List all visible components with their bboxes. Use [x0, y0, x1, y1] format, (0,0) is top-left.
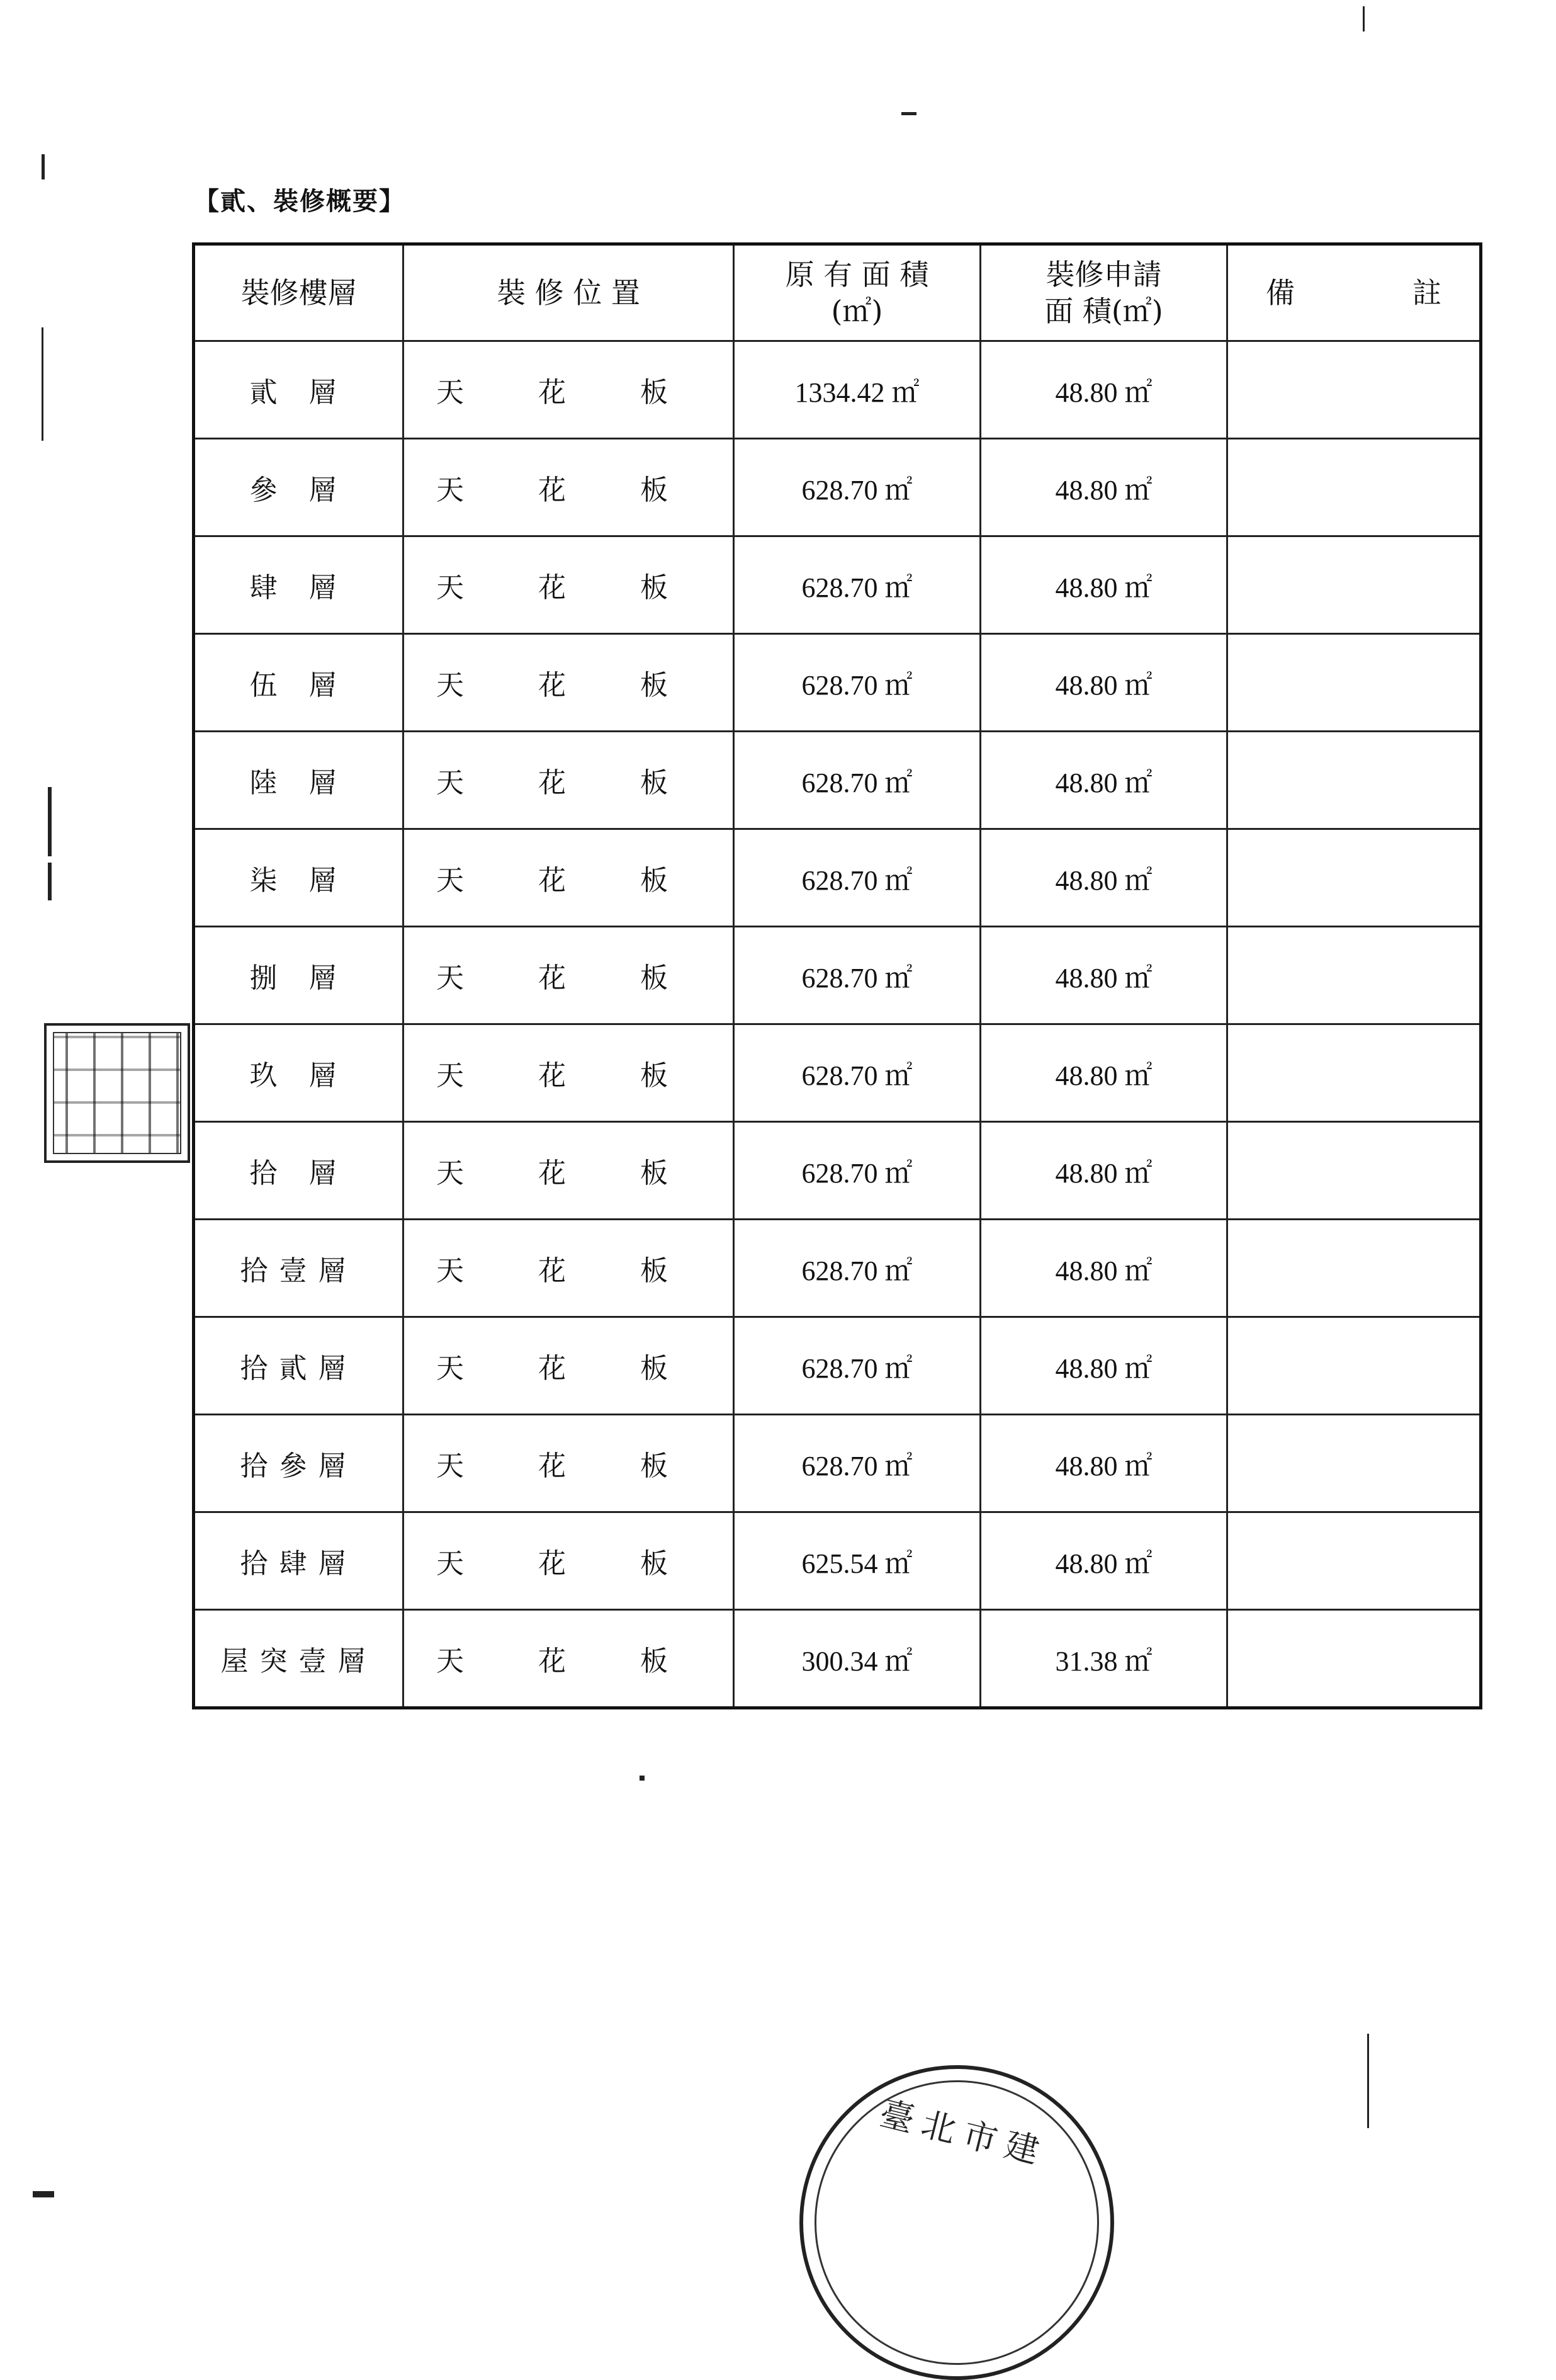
- seal-text: 臺北市建: [876, 2093, 1052, 2173]
- scan-mark: [48, 863, 52, 900]
- table-row: [194, 341, 1481, 439]
- table-row: [194, 1024, 1481, 1122]
- position-cell: 天 花 板: [403, 1122, 734, 1220]
- position-cell: 天 花 板: [403, 439, 734, 536]
- original-area-cell: 628.70 ㎡: [734, 927, 981, 1024]
- position-cell: 天 花 板: [403, 1512, 734, 1610]
- scan-mark: [1367, 2034, 1369, 2128]
- original-area-cell: 628.70 ㎡: [734, 536, 981, 634]
- table-row: [194, 536, 1481, 634]
- original-area-cell: 628.70 ㎡: [734, 634, 981, 732]
- header-applied-area-title: 裝修申請: [1046, 258, 1162, 292]
- floor-cell: 屋突壹層: [194, 1610, 403, 1708]
- floor-cell: 拾肆層: [194, 1512, 403, 1610]
- table-row: [194, 1415, 1481, 1512]
- section-title: 【貳、裝修概要】: [194, 186, 405, 216]
- floor-cell: 陸 層: [194, 732, 403, 829]
- header-applied-area-unit: 面 積(㎡): [1044, 294, 1163, 328]
- position-cell: 天 花 板: [403, 1610, 734, 1708]
- scan-mark: [48, 787, 52, 856]
- position-cell: 天 花 板: [403, 732, 734, 829]
- original-area-cell: 628.70 ㎡: [734, 732, 981, 829]
- header-original-area: [734, 244, 981, 341]
- scan-mark: [42, 327, 43, 441]
- position-cell: 天 花 板: [403, 1415, 734, 1512]
- original-area-cell: 628.70 ㎡: [734, 1122, 981, 1220]
- applied-area-cell: 48.80 ㎡: [981, 1317, 1227, 1415]
- remarks-cell: [1227, 927, 1481, 1024]
- floor-cell: 伍 層: [194, 634, 403, 732]
- remarks-cell: [1227, 1415, 1481, 1512]
- table-row: [194, 1220, 1481, 1317]
- original-area-cell: 628.70 ㎡: [734, 1220, 981, 1317]
- position-cell: 天 花 板: [403, 829, 734, 927]
- applied-area-cell: 48.80 ㎡: [981, 1220, 1227, 1317]
- remarks-cell: [1227, 1512, 1481, 1610]
- floor-cell: 拾參層: [194, 1415, 403, 1512]
- applied-area-cell: 48.80 ㎡: [981, 536, 1227, 634]
- floor-cell: 拾 層: [194, 1122, 403, 1220]
- floor-cell: 肆 層: [194, 536, 403, 634]
- header-original-area-unit: (㎡): [831, 294, 883, 328]
- applied-area-cell: 48.80 ㎡: [981, 1024, 1227, 1122]
- original-area-cell: 628.70 ㎡: [734, 1317, 981, 1415]
- header-floor: 裝修樓層: [194, 244, 403, 341]
- remarks-cell: [1227, 1220, 1481, 1317]
- table-row: [194, 1122, 1481, 1220]
- scan-mark: [33, 2191, 54, 2197]
- renovation-summary-table: [192, 242, 1482, 1709]
- scan-mark: [901, 112, 916, 115]
- floor-cell: 拾貳層: [194, 1317, 403, 1415]
- floor-cell: 參 層: [194, 439, 403, 536]
- header-remarks-left: 備: [1266, 276, 1295, 310]
- original-area-cell: 628.70 ㎡: [734, 829, 981, 927]
- floor-cell: 捌 層: [194, 927, 403, 1024]
- margin-seal-stamp: [44, 1023, 190, 1163]
- applied-area-cell: 48.80 ㎡: [981, 829, 1227, 927]
- applied-area-cell: 48.80 ㎡: [981, 1512, 1227, 1610]
- table-row: [194, 1610, 1481, 1708]
- position-cell: 天 花 板: [403, 1317, 734, 1415]
- position-cell: 天 花 板: [403, 341, 734, 439]
- applied-area-cell: 48.80 ㎡: [981, 927, 1227, 1024]
- remarks-cell: [1227, 732, 1481, 829]
- floor-cell: 玖 層: [194, 1024, 403, 1122]
- position-cell: 天 花 板: [403, 927, 734, 1024]
- header-applied-area: [981, 244, 1227, 341]
- scan-mark: [42, 154, 45, 179]
- original-area-cell: 1334.42 ㎡: [734, 341, 981, 439]
- remarks-cell: [1227, 536, 1481, 634]
- remarks-cell: [1227, 829, 1481, 927]
- table-row: [194, 634, 1481, 732]
- floor-cell: 拾壹層: [194, 1220, 403, 1317]
- header-position: 裝 修 位 置: [403, 244, 734, 341]
- original-area-cell: 625.54 ㎡: [734, 1512, 981, 1610]
- remarks-cell: [1227, 341, 1481, 439]
- original-area-cell: 628.70 ㎡: [734, 439, 981, 536]
- applied-area-cell: 48.80 ㎡: [981, 732, 1227, 829]
- table-row: [194, 1512, 1481, 1610]
- remarks-cell: [1227, 1024, 1481, 1122]
- header-remarks-right: 註: [1412, 276, 1441, 310]
- remarks-cell: [1227, 1317, 1481, 1415]
- position-cell: 天 花 板: [403, 1220, 734, 1317]
- scan-mark: [640, 1776, 645, 1781]
- applied-area-cell: 48.80 ㎡: [981, 341, 1227, 439]
- remarks-cell: [1227, 439, 1481, 536]
- table-row: [194, 927, 1481, 1024]
- floor-cell: 柒 層: [194, 829, 403, 927]
- scan-mark: [1363, 6, 1365, 31]
- header-original-area-title: 原 有 面 積: [785, 258, 929, 292]
- original-area-cell: 300.34 ㎡: [734, 1610, 981, 1708]
- applied-area-cell: 48.80 ㎡: [981, 1415, 1227, 1512]
- applied-area-cell: 31.38 ㎡: [981, 1610, 1227, 1708]
- official-round-seal: [799, 2065, 1114, 2380]
- applied-area-cell: 48.80 ㎡: [981, 634, 1227, 732]
- remarks-cell: [1227, 1122, 1481, 1220]
- table-header-row: [194, 244, 1481, 341]
- table-row: [194, 829, 1481, 927]
- table-row: [194, 439, 1481, 536]
- applied-area-cell: 48.80 ㎡: [981, 439, 1227, 536]
- position-cell: 天 花 板: [403, 536, 734, 634]
- remarks-cell: [1227, 634, 1481, 732]
- table-row: [194, 1317, 1481, 1415]
- remarks-cell: [1227, 1610, 1481, 1708]
- original-area-cell: 628.70 ㎡: [734, 1024, 981, 1122]
- applied-area-cell: 48.80 ㎡: [981, 1122, 1227, 1220]
- position-cell: 天 花 板: [403, 634, 734, 732]
- table-row: [194, 732, 1481, 829]
- position-cell: 天 花 板: [403, 1024, 734, 1122]
- header-remarks: [1227, 244, 1481, 341]
- original-area-cell: 628.70 ㎡: [734, 1415, 981, 1512]
- floor-cell: 貳 層: [194, 341, 403, 439]
